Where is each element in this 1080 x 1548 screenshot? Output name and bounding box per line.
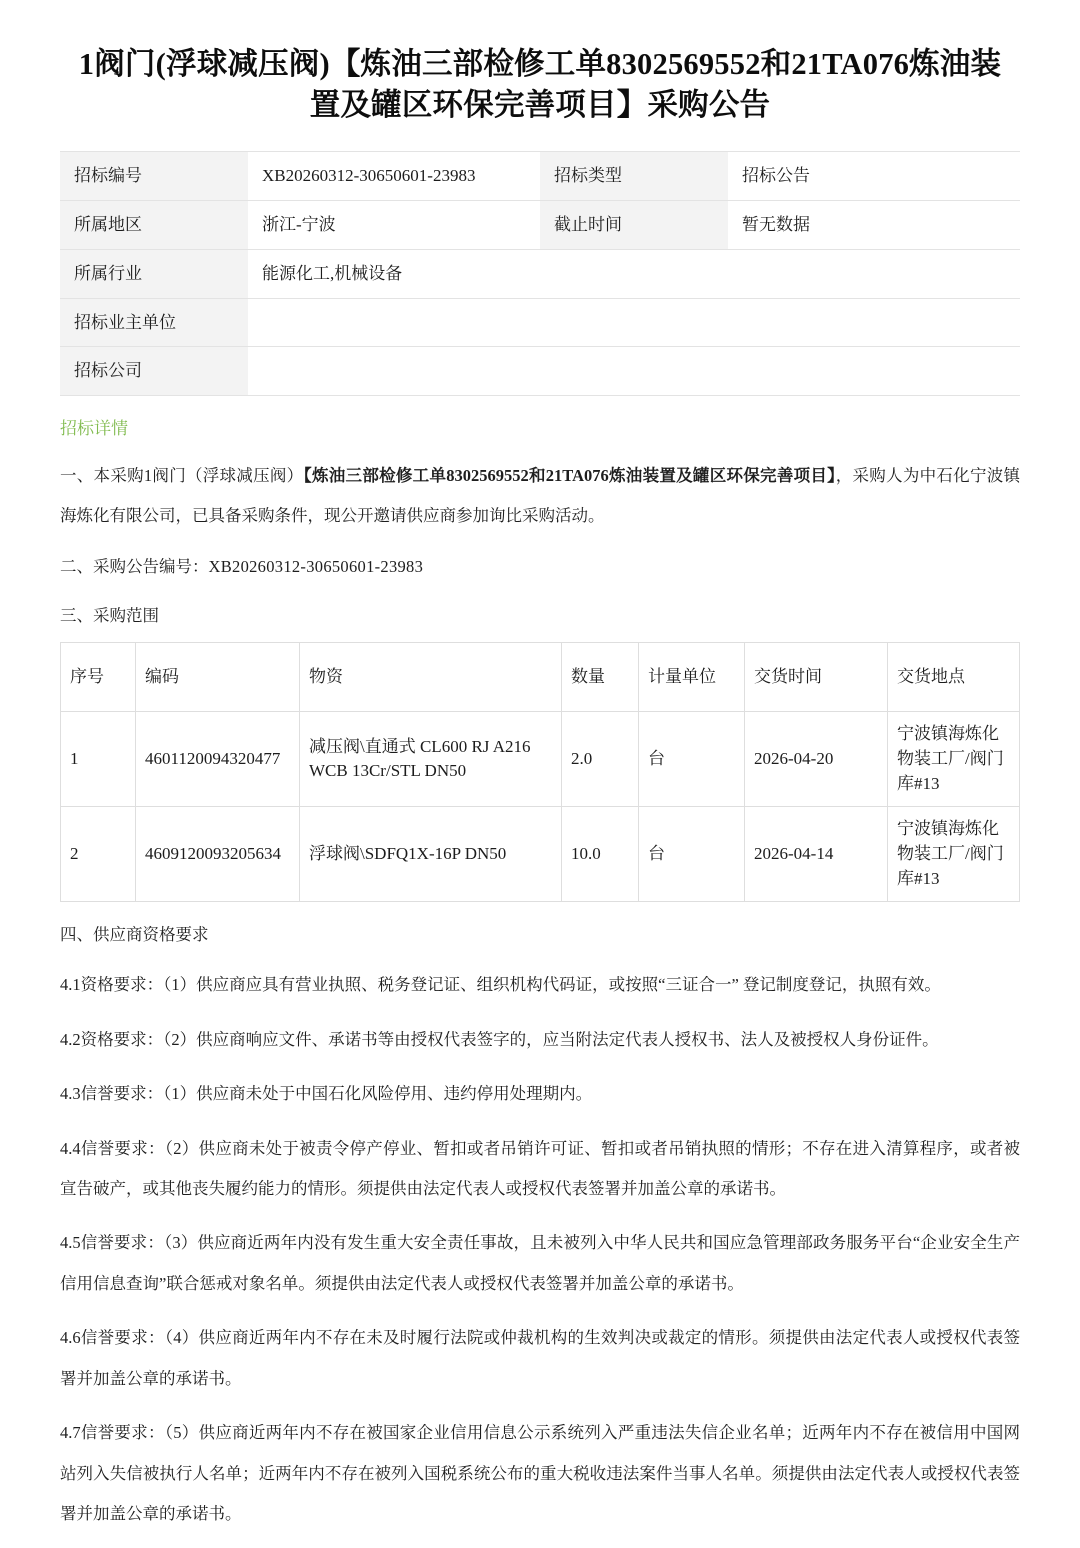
scope-header-row (61, 643, 1020, 712)
page-title: 1阀门(浮球减压阀)【炼油三部检修工单8302569552和21TA076炼油装置及罐区环保完善项目】采购公告 (78, 47, 1002, 122)
info-label-cell: 招标公司 (60, 347, 248, 396)
procurement-scope-table (60, 642, 1020, 902)
supplier-qualification-section (0, 918, 1080, 1534)
qualification-item: 4.1资格要求：（1）供应商应具有营业执照、税务登记证、组织机构代码证，或按照“三证合一” 登记制度登记，执照有效。 (60, 975, 941, 995)
scope-header-date: 交货时间 (745, 643, 888, 712)
info-table-row (60, 298, 1020, 347)
scope-cell-qty: 2.0 (562, 712, 639, 807)
clause-4-heading: 四、供应商资格要求 (60, 925, 209, 945)
page-bottom-spacer (0, 1534, 1080, 1548)
info-table-row (60, 347, 1020, 396)
clause-1-project-name: 【炼油三部检修工单8302569552和21TA076炼油装置及罐区环保完善项目】 (303, 465, 836, 485)
scope-cell-seq: 1 (61, 712, 136, 807)
scope-cell-code: 4609120093205634 (136, 807, 300, 902)
info-table-row (60, 200, 1020, 249)
qualification-item: 4.7信誉要求：（5）供应商近两年内不存在被国家企业信用信息公示系统列入严重违法失信企业名单；近两年内不存在被信用中国网站列入失信被执行人名单；近两年内不存在被列入国税系统公布的重大税收违法案件当事人名单。须提供由法定代表人或授权代表签署并加盖公章的承诺书。 (60, 1423, 1020, 1523)
scope-header-code: 编码 (136, 643, 300, 712)
scope-cell-seq: 2 (61, 807, 136, 902)
qualification-item: 4.4信誉要求：（2）供应商未处于被责令停产停业、暂扣或者吊销许可证、暂扣或者吊销执照的情形；不存在进入清算程序，或者被宣告破产，或其他丧失履约能力的情形。须提供由法定代表人或授权代表签署并加盖公章的承诺书。 (60, 1138, 1020, 1198)
clause-1-paragraph (60, 456, 1020, 537)
scope-cell-date: 2026-04-14 (745, 807, 888, 902)
qualification-list (60, 965, 1020, 1534)
qualification-item: 4.3信誉要求：（1）供应商未处于中国石化风险停用、违约停用处理期内。 (60, 1084, 593, 1104)
clause-3-heading: 三、采购范围 (60, 606, 159, 626)
info-label-cell: 所属地区 (60, 200, 248, 249)
info-label-cell: 截止时间 (540, 200, 728, 249)
info-value-cell: XB20260312-30650601-23983 (248, 152, 540, 201)
scope-table-header (61, 643, 1020, 712)
info-value-cell (248, 347, 1020, 396)
info-value-cell (248, 298, 1020, 347)
table-row (61, 807, 1020, 902)
info-table-row (60, 249, 1020, 298)
scope-header-seq: 序号 (61, 643, 136, 712)
tender-info-table (60, 151, 1020, 396)
scope-cell-qty: 10.0 (562, 807, 639, 902)
clause-2-label: 二、采购公告编号： (60, 557, 209, 577)
scope-header-unit: 计量单位 (639, 643, 745, 712)
info-value-cell: 浙江-宁波 (248, 200, 540, 249)
tender-details-heading: 招标详情 (60, 419, 128, 439)
scope-header-place: 交货地点 (888, 643, 1020, 712)
clause-2-paragraph (60, 550, 1020, 583)
info-value-cell: 能源化工,机械设备 (248, 249, 1020, 298)
clause-1-prefix: 一、本采购1阀门（浮球减压阀） (60, 465, 304, 485)
clause-2-announcement-number: XB20260312-30650601-23983 (208, 557, 424, 577)
scope-cell-place: 宁波镇海炼化物装工厂/阀门库#13 (888, 712, 1020, 807)
scope-cell-material: 浮球阀\SDFQ1X-16P DN50 (300, 807, 562, 902)
scope-header-material: 物资 (300, 643, 562, 712)
clause-1-suffix: ，采购人为中石化宁波镇海炼化有限公司，已具备采购条件，现公开邀请供应商参加询比采购活动。 (60, 465, 1021, 526)
info-label-cell: 招标编号 (60, 152, 248, 201)
info-label-cell: 招标业主单位 (60, 298, 248, 347)
procurement-scope-section (0, 632, 1080, 902)
info-table-row (60, 152, 1020, 201)
info-value-cell: 暂无数据 (728, 200, 1020, 249)
scope-cell-material: 减压阀\直通式 CL600 RJ A216 WCB 13Cr/STL DN50 (300, 712, 562, 807)
scope-header-qty: 数量 (562, 643, 639, 712)
scope-cell-unit: 台 (639, 712, 745, 807)
tender-details-body (0, 456, 1080, 633)
scope-cell-unit: 台 (639, 807, 745, 902)
scope-table-body (61, 712, 1020, 902)
qualification-item: 4.6信誉要求：（4）供应商近两年内不存在未及时履行法院或仲裁机构的生效判决或裁定的情形。须提供由法定代表人或授权代表签署并加盖公章的承诺书。 (60, 1328, 1020, 1388)
info-value-cell: 招标公告 (728, 152, 1020, 201)
info-label-cell: 所属行业 (60, 249, 248, 298)
table-row (61, 712, 1020, 807)
qualification-item: 4.5信誉要求：（3）供应商近两年内没有发生重大安全责任事故，且未被列入中华人民共和国应急管理部政务服务平台“企业安全生产信用信息查询”联合惩戒对象名单。须提供由法定代表人或授权代表签署并加盖公章的承诺书。 (60, 1233, 1020, 1293)
info-label-cell: 招标类型 (540, 152, 728, 201)
scope-cell-code: 4601120094320477 (136, 712, 300, 807)
scope-cell-place: 宁波镇海炼化物装工厂/阀门库#13 (888, 807, 1020, 902)
qualification-item: 4.2资格要求：（2）供应商响应文件、承诺书等由授权代表签字的，应当附法定代表人授权书、法人及被授权人身份证件。 (60, 1029, 939, 1049)
scope-cell-date: 2026-04-20 (745, 712, 888, 807)
tender-info-section (0, 125, 1080, 396)
